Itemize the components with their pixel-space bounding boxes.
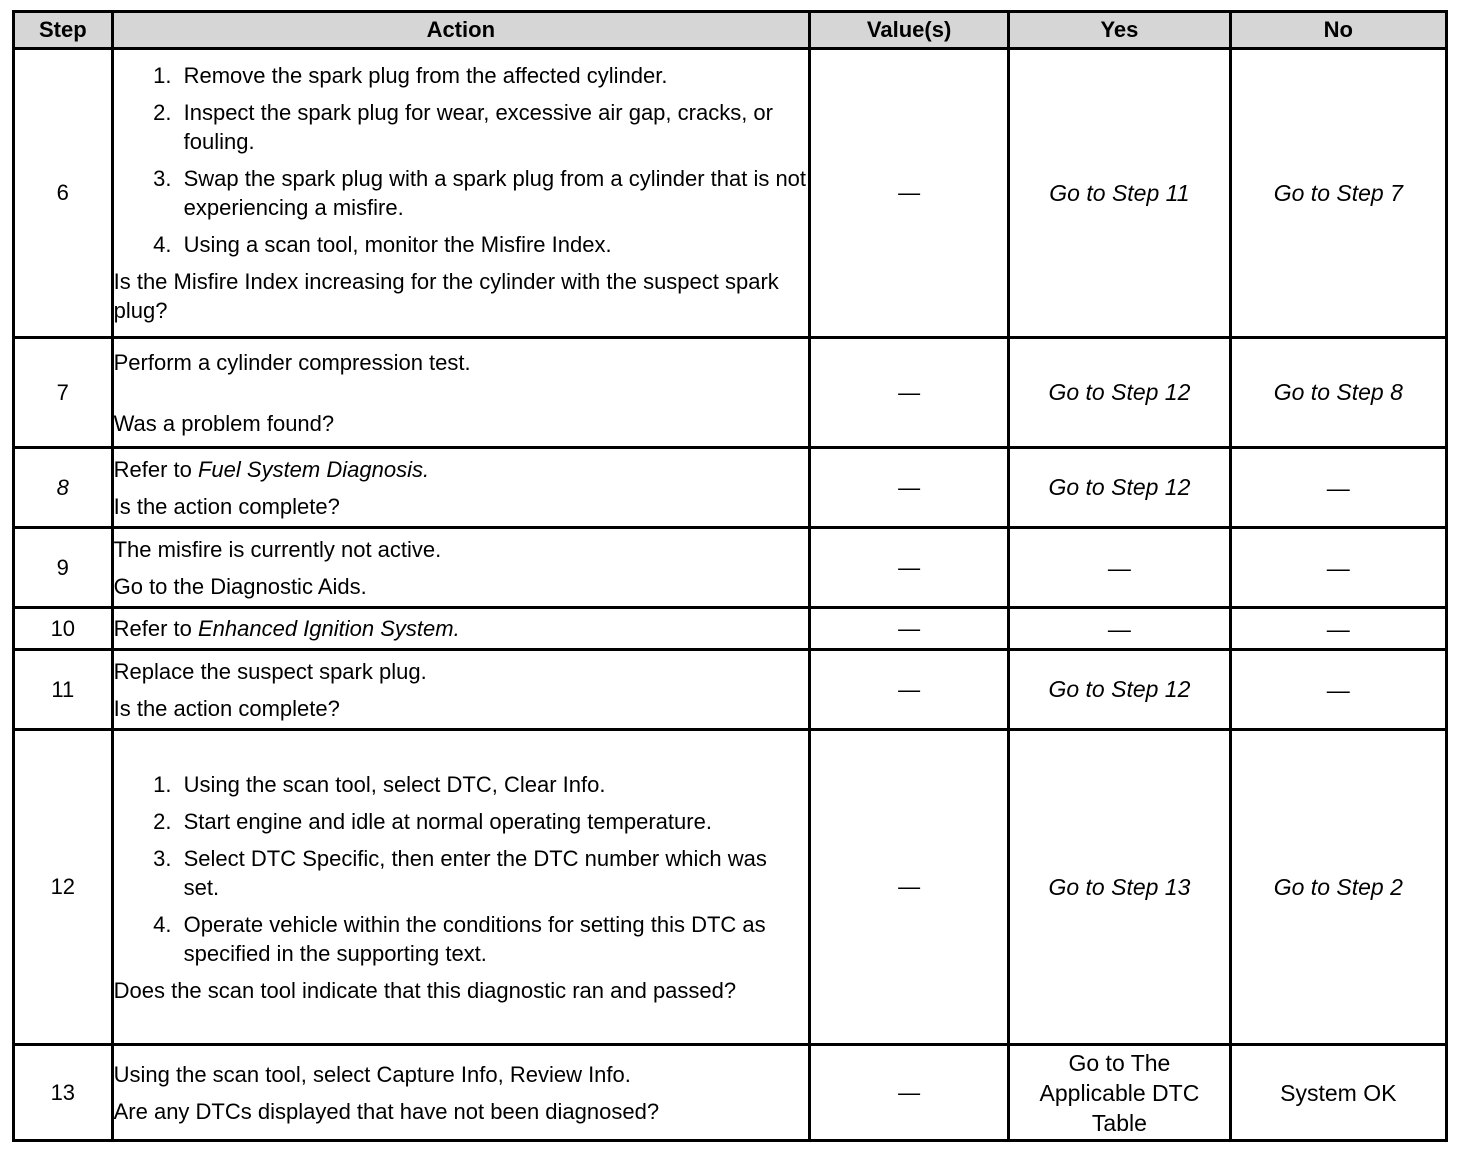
action-item: 3. Swap the spark plug with a spark plug from a cylinder that is not experiencing a misfire. [178,164,808,222]
value-cell: — [809,338,1008,448]
action-cell [112,448,809,528]
table-row [14,528,1447,608]
table-row [14,608,1447,650]
action-prefix: Refer to [113,616,198,641]
action-text [114,614,808,643]
step-number: 9 [14,528,113,608]
yes-cell: Go to Step 12 [1009,338,1230,448]
yes-cell: Go to The Applicable DTC Table [1009,1045,1230,1141]
action-text [114,455,808,484]
yes-cell: Go to Step 12 [1009,448,1230,528]
action-cell [112,49,809,338]
action-text: Replace the suspect spark plug. [113,658,427,684]
action-list [114,770,808,968]
diagnostic-table [12,10,1448,1142]
action-question: Is the action complete? [113,695,340,721]
action-item: 2. Start engine and idle at normal operating temperature. [178,807,808,836]
header-yes: Yes [1009,12,1230,49]
action-question: Go to the Diagnostic Aids. [113,573,367,599]
value-cell: — [809,608,1008,650]
yes-cell: Go to Step 13 [1009,730,1230,1045]
action-text: Using the scan tool, select Capture Info, Review Info. [113,1061,631,1087]
yes-cell: — [1009,608,1230,650]
action-prefix: Refer to [113,456,198,482]
step-number: 10 [14,608,113,650]
table-row [14,338,1447,448]
step-number: 8 [14,448,113,528]
step-number: 13 [14,1045,113,1141]
action-question: Is the Misfire Index increasing for the cylinder with the suspect spark plug? [113,269,779,323]
table-row [14,1045,1447,1141]
table-row [14,49,1447,338]
value-cell: — [809,528,1008,608]
yes-cell: Go to Step 12 [1009,650,1230,730]
table-row [14,448,1447,528]
value-cell: — [809,49,1008,338]
value-cell: — [809,650,1008,730]
header-step: Step [14,12,113,49]
step-number: 7 [14,338,113,448]
action-question: Does the scan tool indicate that this diagnostic ran and passed? [113,977,737,1003]
action-item: 1. Remove the spark plug from the affected cylinder. [178,61,808,90]
value-cell: — [809,730,1008,1045]
header-action: Action [112,12,809,49]
header-row [14,12,1447,49]
table-row [14,730,1447,1045]
value-cell: — [809,448,1008,528]
yes-cell: — [1009,528,1230,608]
action-text: The misfire is currently not active. [113,536,442,562]
action-text: Perform a cylinder compression test. [113,349,471,375]
yes-cell: Go to Step 11 [1009,49,1230,338]
action-question: Is the action complete? [113,493,340,519]
header-no: No [1230,12,1446,49]
action-item: 2. Inspect the spark plug for wear, excessive air gap, cracks, or fouling. [178,98,808,156]
action-cell [112,338,809,448]
action-item: 4. Operate vehicle within the conditions for setting this DTC as specified in the supporting text. [178,910,808,968]
action-item: 1. Using the scan tool, select DTC, Clear Info. [178,770,808,799]
table-row [14,650,1447,730]
action-item: 4. Using a scan tool, monitor the Misfire Index. [178,230,808,259]
no-cell: — [1230,650,1446,730]
doc-reference: Enhanced Ignition System. [197,616,460,641]
action-item: 3. Select DTC Specific, then enter the DTC number which was set. [178,844,808,902]
no-cell: System OK [1230,1045,1446,1141]
no-cell: — [1230,528,1446,608]
action-cell [112,730,809,1045]
action-cell [112,528,809,608]
action-cell [112,608,809,650]
action-cell [112,1045,809,1141]
value-cell: — [809,1045,1008,1141]
no-cell: — [1230,448,1446,528]
action-cell [112,650,809,730]
step-number: 12 [14,730,113,1045]
action-question: Are any DTCs displayed that have not been diagnosed? [113,1098,660,1124]
action-list [114,61,808,259]
step-number: 6 [14,49,113,338]
header-values: Value(s) [809,12,1008,49]
no-cell: Go to Step 2 [1230,730,1446,1045]
action-question: Was a problem found? [113,410,335,436]
step-number: 11 [14,650,113,730]
doc-reference: Fuel System Diagnosis. [197,456,430,482]
no-cell: — [1230,608,1446,650]
no-cell: Go to Step 7 [1230,49,1446,338]
no-cell: Go to Step 8 [1230,338,1446,448]
